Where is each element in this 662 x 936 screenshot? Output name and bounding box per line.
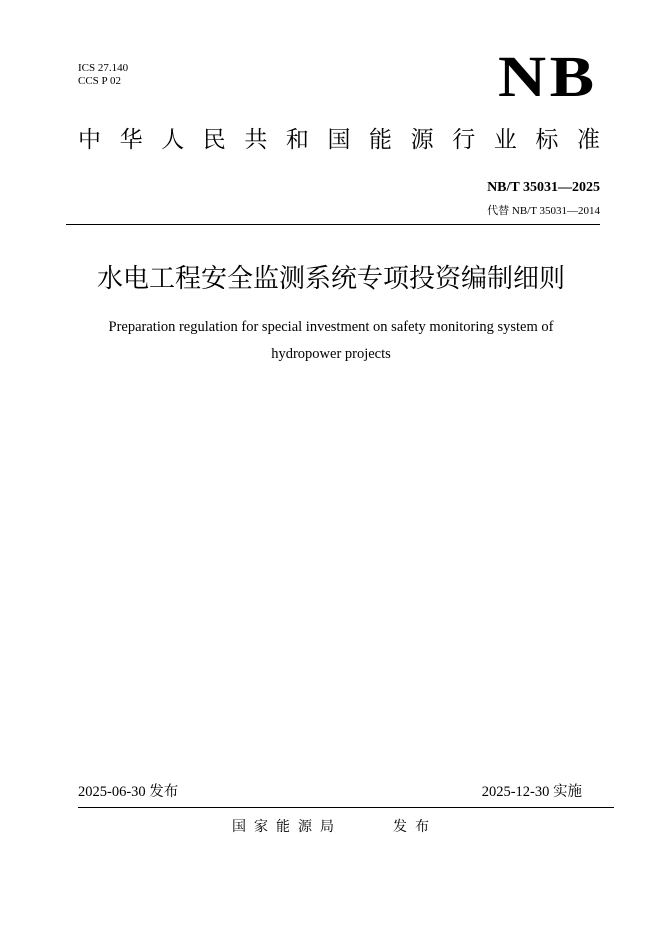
issuing-authority: 国家能源局: [232, 819, 342, 835]
standard-code: NB/T 35031—2025: [487, 180, 600, 195]
ccs-code: CCS P 02: [78, 75, 122, 87]
org-title: [78, 126, 600, 154]
document-title-en: [60, 314, 602, 368]
replaces-note: 代替 NB/T 35031—2014: [487, 205, 600, 217]
issue-date: 2025-06-30 发布: [78, 784, 179, 800]
org-title-char: 标: [535, 127, 559, 153]
org-title-char: 人: [161, 127, 185, 153]
org-title-char: 和: [285, 127, 309, 153]
en-title-line: Preparation regulation for special investment on safety monitoring system of: [108, 319, 554, 335]
org-title-char: 中: [78, 127, 101, 153]
org-title-char: 华: [119, 127, 143, 153]
ics-code: ICS 27.140: [78, 62, 129, 74]
org-title-char: 源: [410, 127, 434, 153]
en-title-line: hydropower projects: [271, 346, 391, 362]
org-title-char: 国: [327, 127, 351, 153]
classification-codes: [78, 62, 128, 88]
org-title-char: 能: [369, 127, 393, 153]
implementation-date: 2025-12-30 实施: [481, 784, 582, 800]
org-title-char: 共: [244, 127, 268, 153]
org-title-char: 行: [452, 127, 476, 153]
top-divider: [66, 224, 600, 225]
org-title-char: 业: [493, 127, 517, 153]
org-title-char: 准: [576, 127, 600, 153]
bottom-divider: [78, 807, 614, 808]
document-title-cn: 水电工程安全监测系统专项投资编制细则: [96, 264, 565, 294]
nb-logo: NB: [498, 44, 598, 109]
org-title-char: 民: [202, 127, 226, 153]
issue-verb: 发布: [393, 819, 437, 835]
